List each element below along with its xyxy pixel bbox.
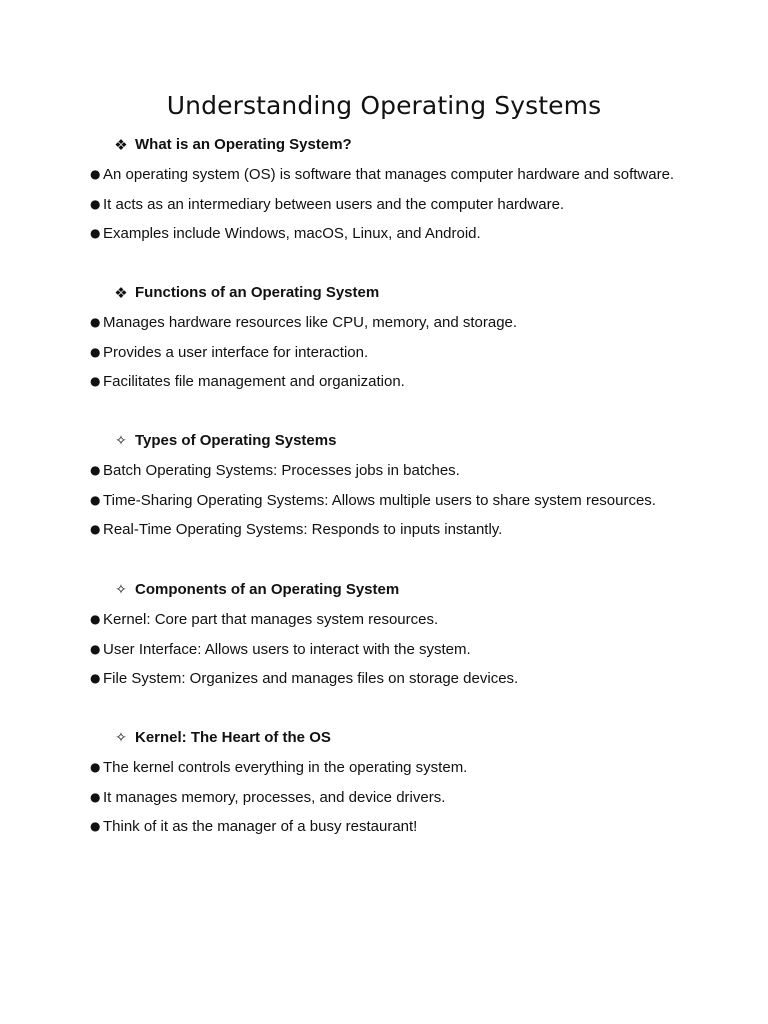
- section-heading-text: Functions of an Operating System: [135, 284, 380, 301]
- outline-diamond-icon: ✧: [115, 582, 127, 598]
- list-item-text: It manages memory, processes, and device drivers.: [103, 788, 446, 806]
- bullet-icon: ●: [90, 522, 101, 537]
- bullet-icon: ●: [90, 641, 101, 656]
- list-item-text: File System: Organizes and manages files on storage devices.: [103, 670, 519, 688]
- list-item: [90, 160, 730, 190]
- section-heading-text: What is an Operating System?: [135, 136, 352, 153]
- list-item-text: Time-Sharing Operating Systems: Allows multiple users to share system resources.: [103, 491, 656, 509]
- bullet-list: [90, 753, 730, 842]
- section-heading: [90, 575, 730, 605]
- list-item-text: An operating system (OS) is software that manages computer hardware and software.: [103, 166, 675, 183]
- section-heading: [90, 426, 730, 456]
- list-item-text: Manages hardware resources like CPU, memory, and storage.: [103, 314, 518, 331]
- list-item: [90, 812, 730, 842]
- document-title: Understanding Operating Systems: [166, 91, 602, 120]
- list-item-text: Provides a user interface for interaction.: [103, 343, 369, 361]
- section-kernel: [90, 723, 730, 842]
- bullet-list: [90, 308, 730, 397]
- bullet-icon: ●: [90, 344, 101, 359]
- list-item-text: Think of it as the manager of a busy restaurant!: [103, 818, 418, 836]
- list-item: [90, 605, 730, 635]
- list-item-text: Real-Time Operating Systems: Responds to inputs instantly.: [103, 521, 503, 539]
- list-item-text: Examples include Windows, macOS, Linux, and Android.: [103, 225, 481, 243]
- list-item: [90, 783, 730, 813]
- bullet-list: [90, 160, 730, 249]
- bullet-icon: ●: [90, 819, 101, 834]
- list-item: [90, 515, 730, 545]
- bullet-icon: ●: [90, 492, 101, 507]
- diamond-icon: ❖: [114, 136, 128, 154]
- section-heading-text: Types of Operating Systems: [135, 432, 337, 449]
- bullet-icon: ●: [90, 671, 101, 686]
- list-item-text: It acts as an intermediary between users and the computer hardware.: [103, 195, 565, 213]
- bullet-icon: ●: [90, 167, 101, 181]
- list-item: [90, 308, 730, 338]
- bullet-icon: ●: [90, 374, 101, 389]
- list-item-text: The kernel controls everything in the operating system.: [103, 759, 468, 776]
- bullet-list: [90, 605, 730, 694]
- bullet-icon: ●: [90, 315, 101, 329]
- list-item: [90, 486, 730, 516]
- section-heading: [90, 723, 730, 753]
- section-functions: [90, 278, 730, 397]
- section-heading-text: Kernel: The Heart of the OS: [135, 729, 331, 746]
- list-item: [90, 367, 730, 397]
- list-item-text: User Interface: Allows users to interact with the system.: [103, 640, 471, 658]
- list-item-text: Facilitates file management and organization.: [103, 373, 405, 391]
- bullet-icon: ●: [90, 226, 101, 241]
- outline-diamond-icon: ✧: [115, 433, 127, 449]
- list-item: [90, 219, 730, 249]
- bullet-list: [90, 456, 730, 545]
- bullet-icon: ●: [90, 196, 101, 211]
- list-item: [90, 753, 730, 783]
- section-types: [90, 426, 730, 545]
- section-heading: [90, 278, 730, 308]
- bullet-icon: ●: [90, 612, 101, 626]
- bullet-icon: ●: [90, 463, 101, 477]
- bullet-icon: ●: [90, 760, 101, 774]
- list-item-text: Kernel: Core part that manages system resources.: [103, 611, 439, 628]
- section-components: [90, 575, 730, 694]
- list-item: [90, 190, 730, 220]
- list-item: [90, 338, 730, 368]
- list-item-text: Batch Operating Systems: Processes jobs in batches.: [103, 462, 460, 479]
- section-what-is-os: [90, 130, 730, 249]
- bullet-icon: ●: [90, 789, 101, 804]
- section-heading: [90, 130, 730, 160]
- outline-diamond-icon: ✧: [115, 730, 127, 746]
- section-heading-text: Components of an Operating System: [135, 581, 400, 598]
- list-item: [90, 635, 730, 665]
- list-item: [90, 664, 730, 694]
- list-item: [90, 456, 730, 486]
- diamond-icon: ❖: [114, 284, 128, 302]
